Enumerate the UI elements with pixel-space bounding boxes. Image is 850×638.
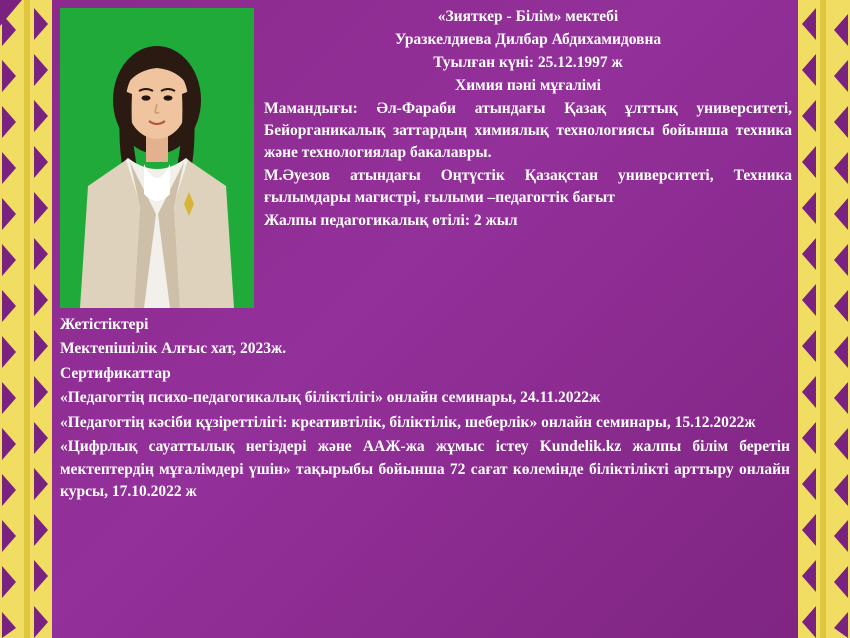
education-second-text: М.Әуезов атындағы Оңтүстік Қазақстан университеті, Техника ғылымдары магистрі, ғылыми –педагогтік бағыт bbox=[264, 167, 792, 206]
left-ornament-border bbox=[0, 0, 52, 638]
right-ornament-border bbox=[798, 0, 850, 638]
achievements-title: Жетістіктері bbox=[60, 316, 149, 333]
left-ornament-pattern bbox=[0, 0, 52, 638]
certificate-item-3: «Цифрлық сауаттылық негіздері және ААЖ-жа жұмыс істеу Kundelik.kz жалпы білім беретін мектептердің мұғалімдері үшін» тақырыбы бойынша 72 сағат көлемінде біліктілікті арттыру онлайн курсы, 17.10.2022 ж bbox=[60, 438, 790, 501]
portrait-photo bbox=[60, 8, 254, 308]
certificate-item-1: «Педагогтің психо-педагогикалық біліктілігі» онлайн семинары, 24.11.2022ж bbox=[60, 389, 601, 407]
header-text-block bbox=[264, 6, 792, 233]
slide-content bbox=[52, 0, 798, 638]
achievement-item: Мектепішілік Алғыс хат, 2023ж. bbox=[60, 340, 287, 358]
position-title: Химия пәні мұғалімі bbox=[455, 77, 601, 94]
portrait-photo-graphic bbox=[60, 8, 254, 308]
right-ornament-pattern bbox=[798, 0, 850, 638]
certificates-title: Сертификаттар bbox=[60, 364, 171, 382]
school-name: «Зияткер - Білім» мектебі bbox=[437, 8, 619, 25]
teacher-full-name: Уразкелдиева Дилбар Абдихамидовна bbox=[394, 31, 662, 48]
birth-date: Туылған күні: 25.12.1997 ж bbox=[433, 54, 623, 71]
certificate-item-2: «Педагогтің кәсіби құзіреттілігі: креативтілік, біліктілік, шеберлік» онлайн семинары, 15.12.2022ж bbox=[60, 413, 756, 431]
speciality-text: Мамандығы: Әл-Фараби атындағы Қазақ ұлттық университеті, Бейорганикалық заттардың химиялық технологиясы бойынша техника және технологиялар бакалавры. bbox=[264, 100, 792, 161]
achievements-block bbox=[60, 314, 790, 506]
experience-text: Жалпы педагогикалық өтілі: 2 жыл bbox=[264, 212, 518, 229]
